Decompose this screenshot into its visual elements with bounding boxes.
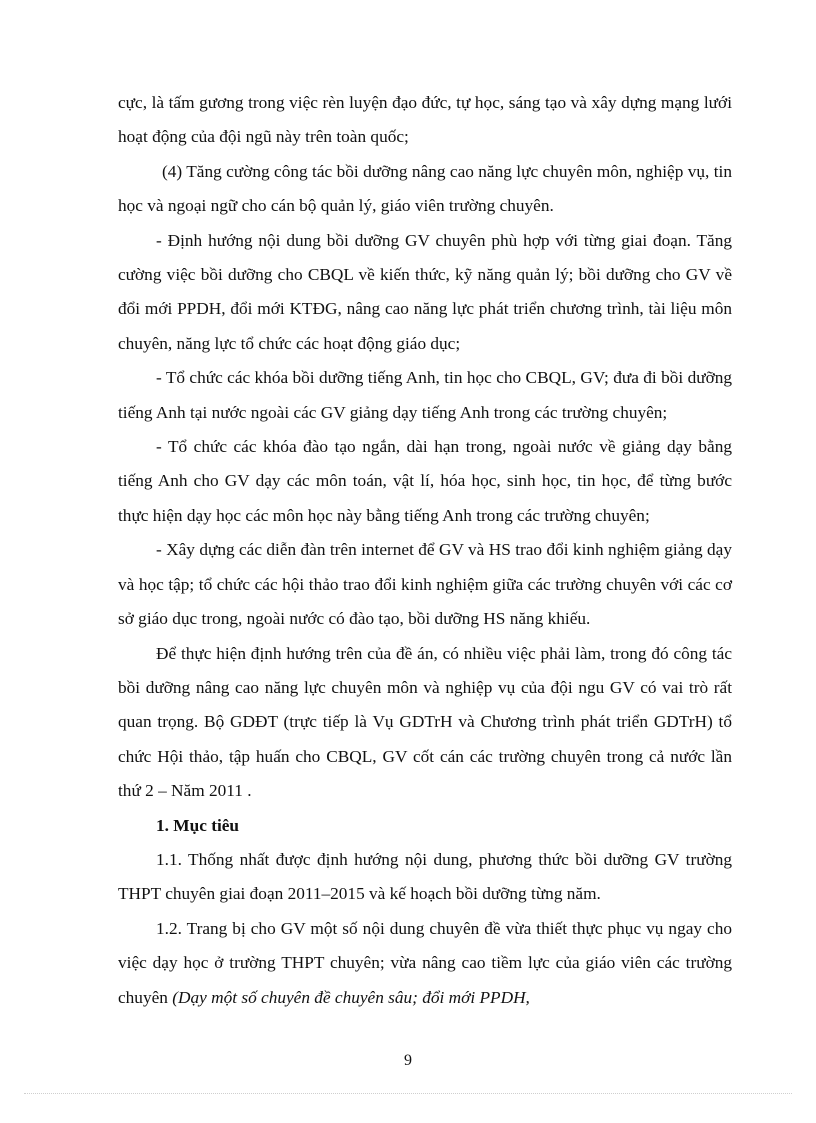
page-bottom-border — [24, 1093, 792, 1094]
paragraph-bullet-orientation: - Định hướng nội dung bồi dưỡng GV chuyên phù hợp với từng giai đoạn. Tăng cường việc bồi dưỡng cho CBQL về kiến thức, kỹ năng quản lý; bồi dưỡng cho GV về đổi mới PPDH, đổi mới KTĐG, nâng cao năng lực phát triển chương trình, tài liệu môn chuyên, năng lực tổ chức các hoạt động giáo dục; — [118, 230, 732, 353]
page-number: 9 — [404, 1052, 412, 1069]
document-body — [118, 86, 732, 1015]
paragraph-objective-1-1: 1.1. Thống nhất được định hướng nội dung, phương thức bồi dưỡng GV trường THPT chuyên giai đoạn 2011–2015 và kế hoạch bồi dưỡng từng năm. — [118, 849, 732, 904]
paragraph-bullet-english-training: - Tổ chức các khóa bồi dưỡng tiếng Anh, tin học cho CBQL, GV; đưa đi bồi dưỡng tiếng Anh tại nước ngoài các GV giảng dạy tiếng Anh trong các trường chuyên; — [118, 368, 732, 422]
section-heading-objectives: 1. Mục tiêu — [156, 815, 240, 835]
paragraph-continuation: cực, là tấm gương trong việc rèn luyện đạo đức, tự học, sáng tạo và xây dựng mạng lưới hoạt động của đội ngũ này trên toàn quốc; — [118, 93, 732, 147]
objective-1-2-italic: (Dạy một số chuyên đề chuyên sâu; đổi mới PPDH, — [172, 987, 530, 1007]
paragraph-bullet-forums: - Xây dựng các diễn đàn trên internet để GV và HS trao đổi kinh nghiệm giảng dạy và học tập; tổ chức các hội thảo trao đổi kinh nghiệm giữa các trường chuyên với các cơ sở giáo dục trong, ngoài nước có đào tạo, bồi dưỡng HS năng khiếu. — [118, 540, 732, 629]
paragraph-objective-1-2 — [118, 912, 732, 1015]
paragraph-bullet-short-long-courses: - Tổ chức các khóa đào tạo ngắn, dài hạn trong, ngoài nước về giảng dạy bằng tiếng Anh cho GV dạy các môn toán, vật lí, hóa học, sinh học, tin học, để từng bước thực hiện dạy học các môn học này bằng tiếng Anh trong các trường chuyên; — [118, 437, 732, 525]
objective-1-2-text: 1.2. Trang bị cho GV một số nội dung chuyên đề vừa thiết thực phục vụ ngay cho việc dạy học ở trường THPT chuyên; vừa nâng cao tiềm lực của giáo viên các trường chuyên — [118, 918, 732, 1007]
paragraph-implementation: Để thực hiện định hướng trên của đề án, có nhiều việc phải làm, trong đó công tác bồi dưỡng nâng cao năng lực chuyên môn và nghiệp vụ của đội ngu GV có vai trò rất quan trọng. Bộ GDĐT (trực tiếp là Vụ GDTrH và Chương trình phát triển GDTrH) tổ chức Hội thảo, tập huấn cho CBQL, GV cốt cán các trường chuyên trong cả nước lần thứ 2 – Năm 2011 . — [118, 643, 732, 801]
paragraph-item-4: (4) Tăng cường công tác bồi dưỡng nâng cao năng lực chuyên môn, nghiệp vụ, tin học và ngoại ngữ cho cán bộ quản lý, giáo viên trường chuyên. — [118, 161, 732, 216]
